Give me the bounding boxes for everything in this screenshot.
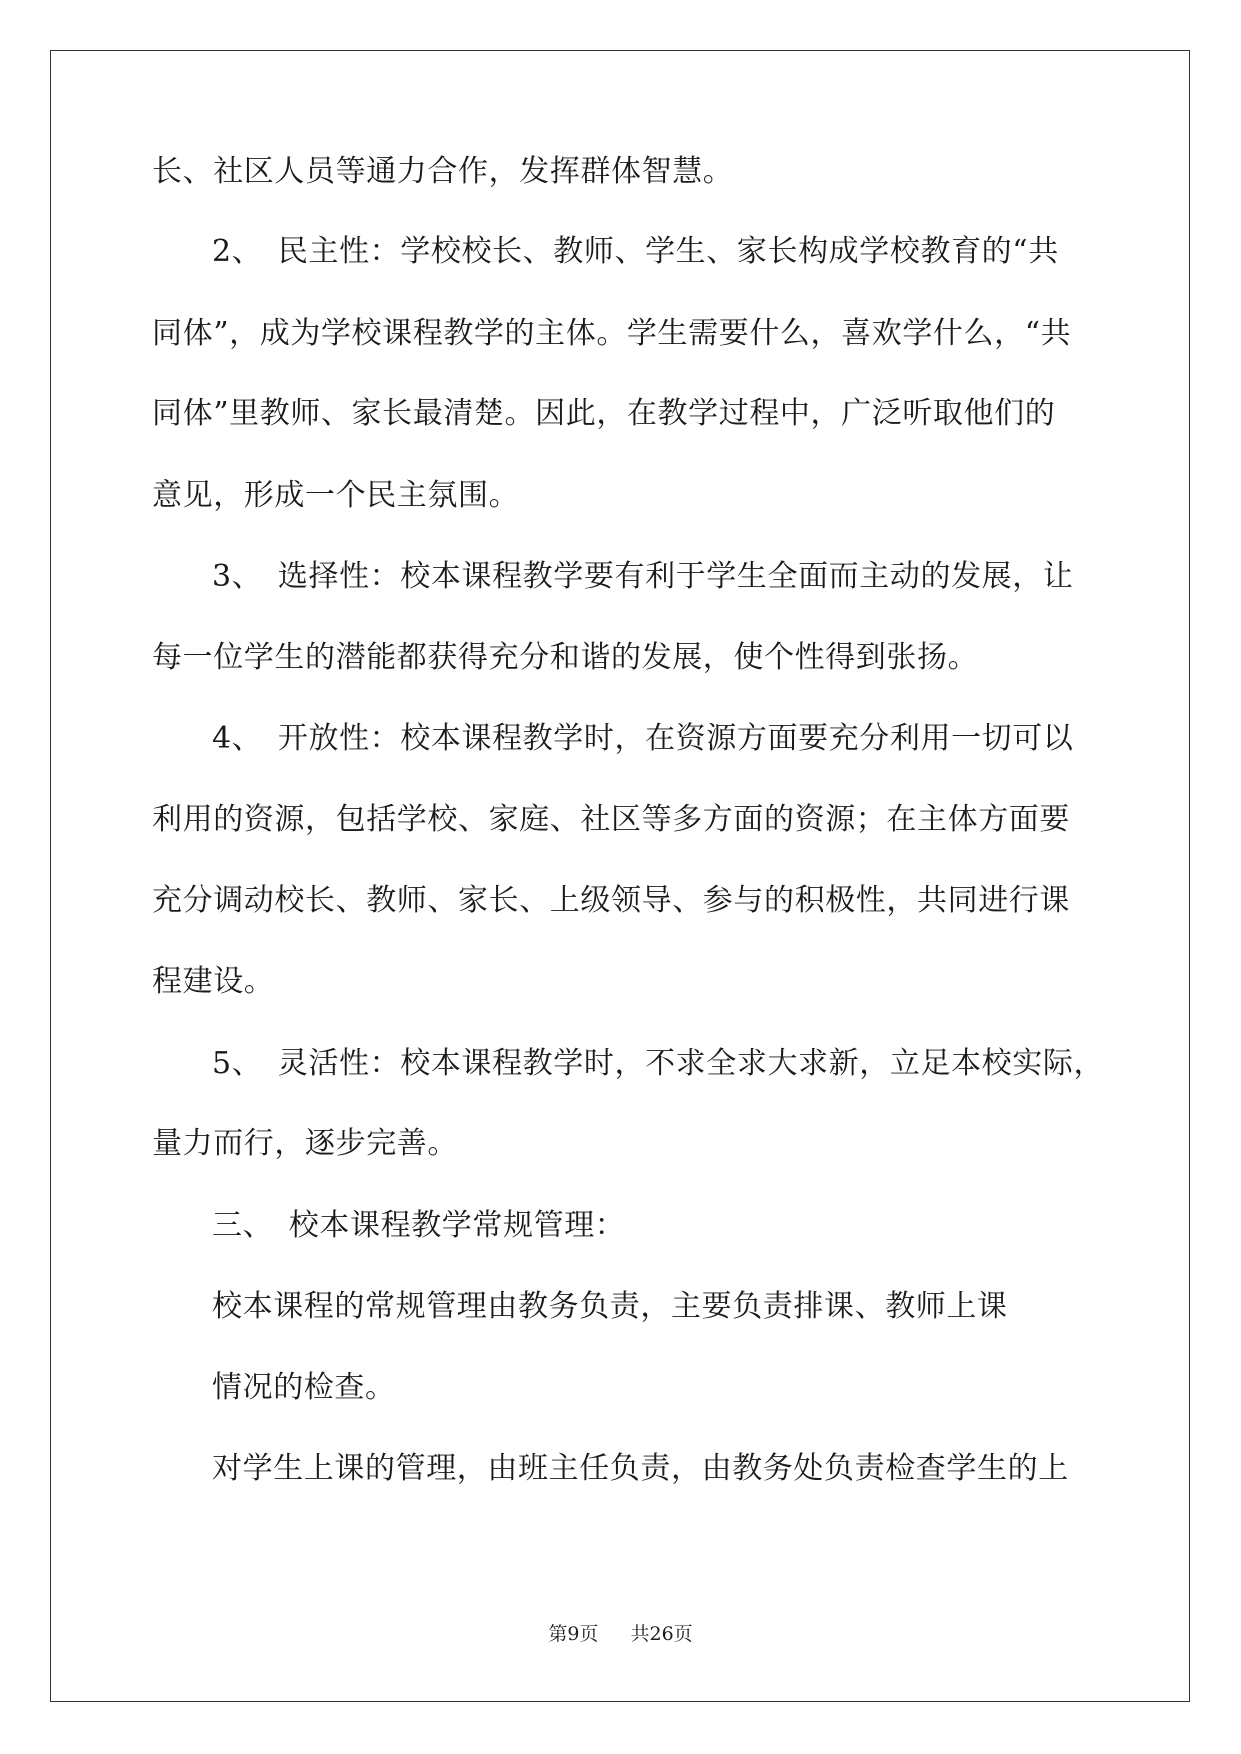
text-line: 3、 选择性：校本课程教学要有利于学生全面而主动的发展，让 xyxy=(212,559,1074,594)
text-line: 2、 民主性：学校校长、教师、学生、家长构成学校教育的“共 xyxy=(212,234,1059,269)
text-line: 程建设。 xyxy=(152,964,275,999)
text-line: 量力而行，逐步完善。 xyxy=(152,1126,458,1161)
text-line: 每一位学生的潜能都获得充分和谐的发展，使个性得到张扬。 xyxy=(152,640,979,675)
text-line: 同体”里教师、家长最清楚。因此，在教学过程中，广泛听取他们的 xyxy=(152,396,1056,431)
text-line: 意见，形成一个民主氛围。 xyxy=(152,478,520,513)
text-line: 校本课程的常规管理由教务负责，主要负责排课、教师上课 xyxy=(212,1289,1008,1324)
text-line: 5、 灵活性：校本课程教学时，不求全求大求新，立足本校实际， xyxy=(212,1046,1105,1081)
text-line: 同体”，成为学校课程教学的主体。学生需要什么，喜欢学什么，“共 xyxy=(152,316,1072,351)
text-line: 对学生上课的管理，由班主任负责，由教务处负责检查学生的上 xyxy=(212,1451,1069,1486)
section-heading: 三、 校本课程教学常规管理： xyxy=(212,1208,626,1243)
page-number: 第9页 xyxy=(548,1623,599,1645)
text-line: 充分调动校长、教师、家长、上级领导、参与的积极性，共同进行课 xyxy=(152,883,1070,918)
text-line: 长、社区人员等通力合作，发挥群体智慧。 xyxy=(152,154,734,189)
text-line: 利用的资源，包括学校、家庭、社区等多方面的资源；在主体方面要 xyxy=(152,802,1070,837)
page-footer xyxy=(0,1622,1241,1646)
page-total: 共26页 xyxy=(630,1623,693,1645)
text-line: 4、 开放性：校本课程教学时，在资源方面要充分利用一切可以 xyxy=(212,721,1074,756)
text-line: 情况的检查。 xyxy=(212,1370,396,1405)
